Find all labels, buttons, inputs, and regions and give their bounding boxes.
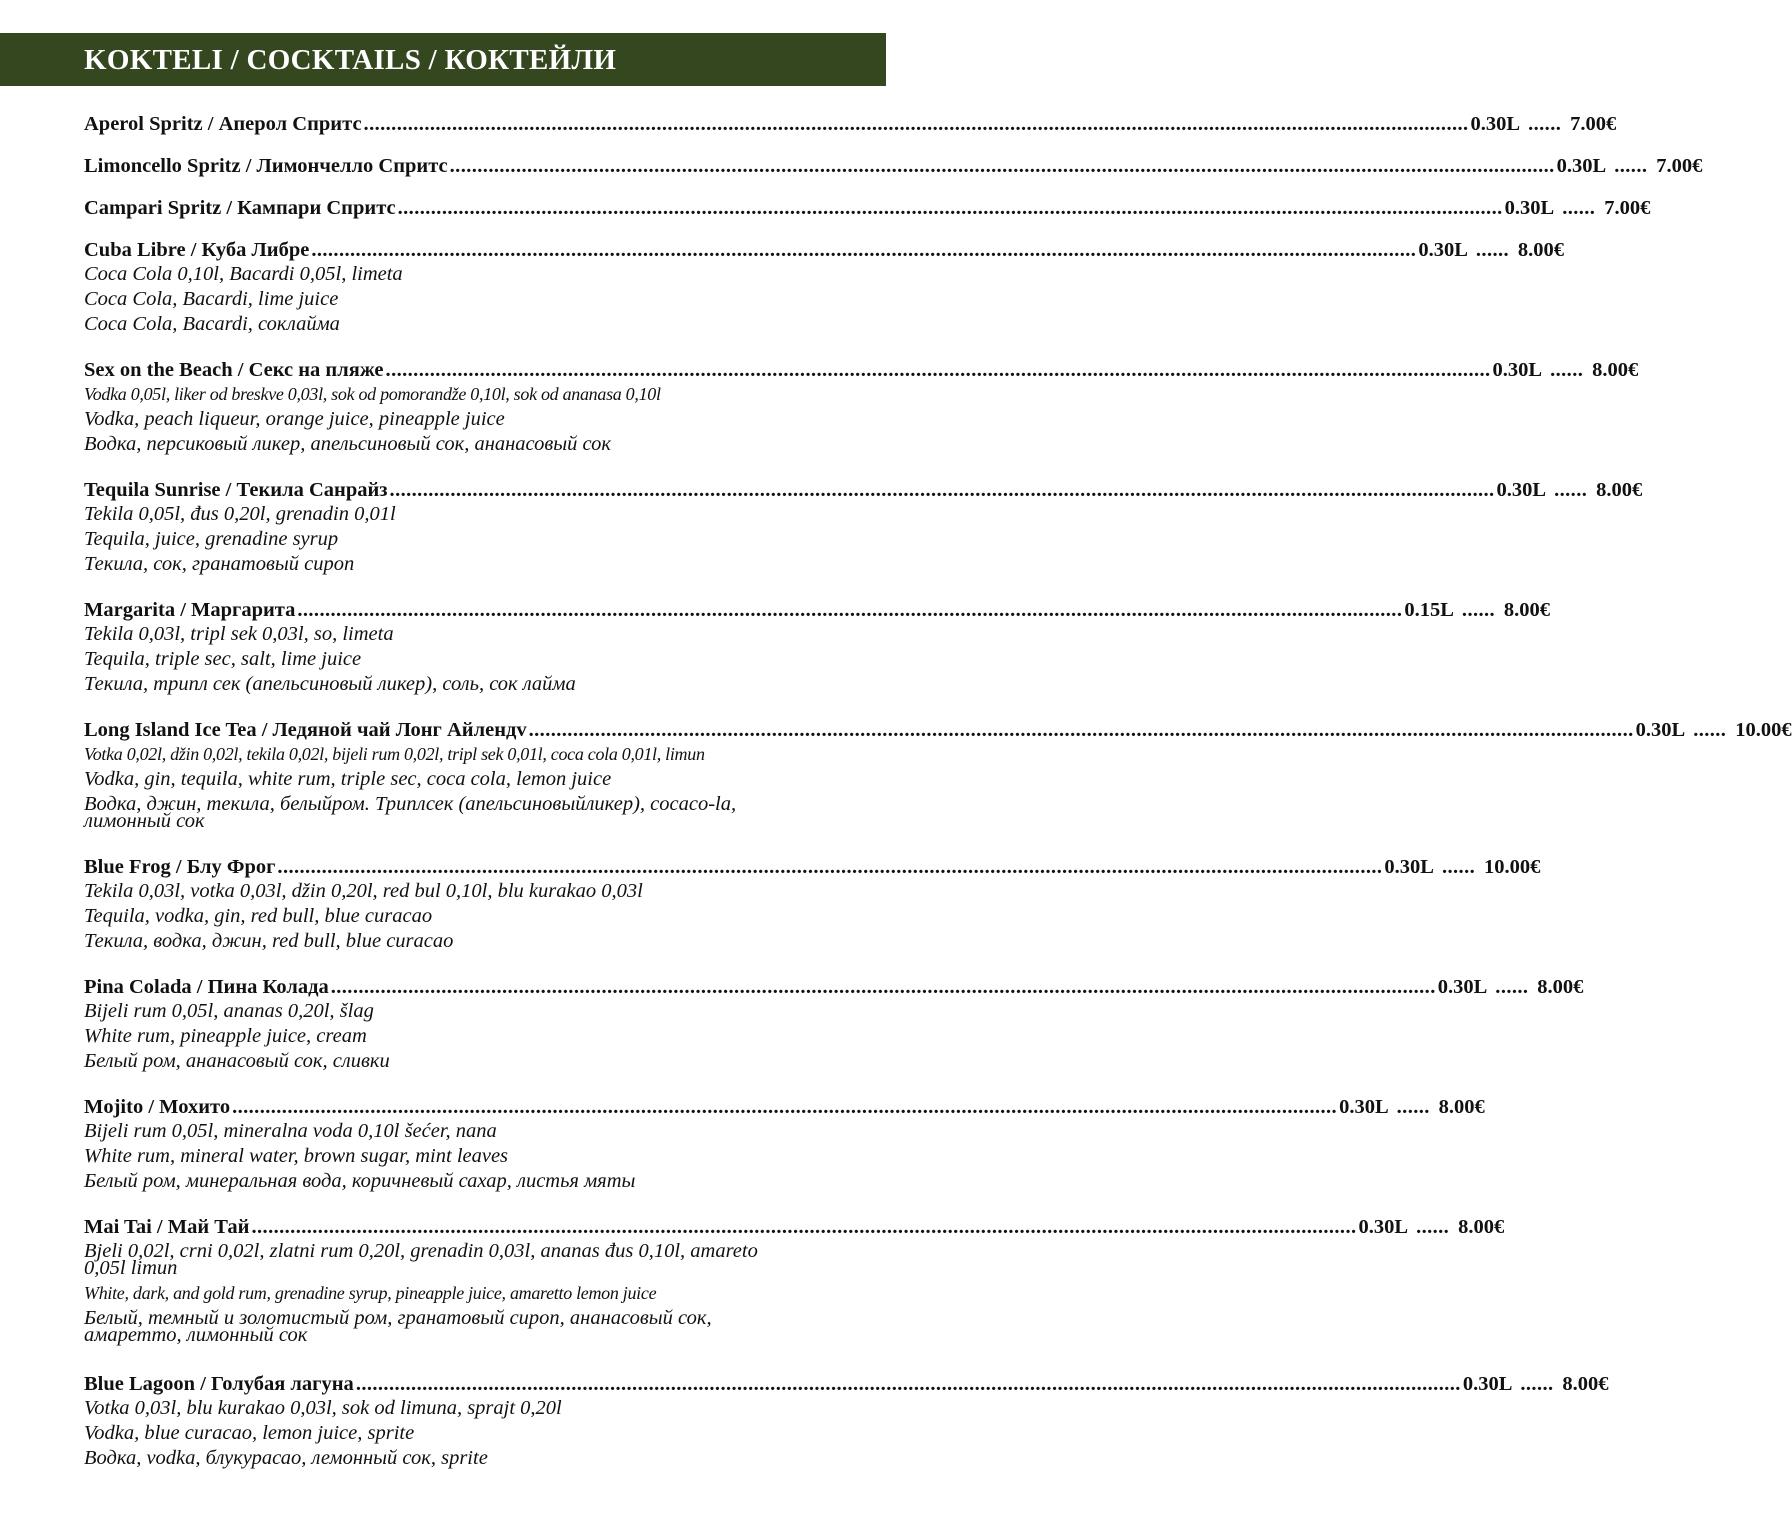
menu-item-volume: 0.30L — [1635, 719, 1686, 741]
menu-item-price: 10.00€ — [1483, 856, 1541, 878]
menu-item — [84, 975, 1584, 1074]
menu-item-ingredients: Водка, джин, текила, белыйром. Триплсек (апельсиновыйликер), cocaco-la, лимонный сок — [84, 793, 737, 832]
dot-leader: ...... — [1693, 719, 1727, 741]
dot-leader: ...... — [1441, 856, 1476, 878]
menu-item-title-row — [84, 1095, 1485, 1119]
dot-leader: ...... — [1562, 197, 1596, 219]
menu-item-name: Cuba Libre / Куба Либре — [84, 239, 310, 261]
menu-item-price: 8.00€ — [1562, 1373, 1609, 1395]
dot-leader: ...... — [1475, 239, 1510, 261]
menu-item-volume: 0.30L — [1504, 197, 1555, 219]
menu-item-ingredients: Водка, персиковый ликер, апельсиновый сок, ананасовый сок — [84, 433, 611, 455]
dot-leader: ...... — [1461, 599, 1496, 621]
dot-leader: ...... — [1416, 1216, 1450, 1238]
menu-item — [84, 154, 1703, 178]
dot-leader: ........................................................................................................................................................................................................ — [355, 1373, 1461, 1395]
menu-item-ingredients: Tekila 0,05l, đus 0,20l, grenadin 0,01l — [84, 503, 396, 525]
menu-item-volume: 0.30L — [1462, 1373, 1513, 1395]
menu-item-price: 7.00€ — [1570, 113, 1617, 135]
menu-item-volume: 0.30L — [1437, 976, 1488, 998]
menu-item-name: Sex on the Beach / Секс на пляже — [84, 359, 384, 381]
dot-leader: ........................................................................................................................................................................................................ — [330, 976, 1436, 998]
menu-item-volume: 0.30L — [1339, 1096, 1389, 1118]
menu-item-name: Aperol Spritz / Аперол Спритс — [84, 113, 362, 135]
menu-item-ingredients: Tequila, vodka, gin, red bull, blue curacao — [84, 905, 433, 927]
menu-item-price: 8.00€ — [1458, 1216, 1505, 1238]
menu-item-ingredients: Белый ром, ананасовый сок, сливки — [84, 1050, 390, 1072]
menu-item-volume: 0.15L — [1404, 599, 1454, 621]
menu-item — [84, 718, 1792, 834]
menu-item — [84, 238, 1565, 337]
dot-leader: ...... — [1554, 479, 1588, 501]
menu-item-title-row — [84, 478, 1643, 502]
menu-item — [84, 855, 1541, 954]
menu-item-title-row — [84, 358, 1639, 382]
dot-leader: ...... — [1495, 976, 1529, 998]
menu-item-volume: 0.30L — [1418, 239, 1468, 261]
menu-item — [84, 478, 1643, 577]
menu-item-volume: 0.30L — [1496, 479, 1547, 501]
dot-leader: ........................................................................................................................................................................................................ — [385, 359, 1491, 381]
menu-item-title-row — [84, 154, 1703, 178]
menu-item-ingredients: Votka 0,03l, blu kurakao 0,03l, sok od limuna, sprajt 0,20l — [84, 1397, 562, 1419]
menu-item-price: 8.00€ — [1596, 479, 1643, 501]
menu-item-price: 8.00€ — [1592, 359, 1639, 381]
menu-item — [84, 196, 1651, 220]
dot-leader: ........................................................................................................................................................................................................ — [389, 479, 1495, 501]
menu-item-price: 7.00€ — [1604, 197, 1651, 219]
dot-leader: ........................................................................................................................................................................................................ — [363, 113, 1469, 135]
menu-item-name: Blue Lagoon / Голубая лагуна — [84, 1373, 354, 1395]
menu-item-name: Pina Colada / Пина Колада — [84, 976, 329, 998]
dot-leader: ...... — [1396, 1096, 1430, 1118]
menu-item-ingredients: Tekila 0,03l, votka 0,03l, džin 0,20l, red bul 0,10l, blu kurakao 0,03l — [84, 880, 643, 902]
menu-item-name: Campari Spritz / Кампари Спритс — [84, 197, 396, 219]
menu-item-ingredients: White, dark, and gold rum, grenadine syrup, pineapple juice, amaretto lemon juice — [84, 1283, 657, 1303]
menu-item-ingredients: Tequila, triple sec, salt, lime juice — [84, 648, 362, 670]
menu-item-ingredients: Votka 0,02l, džin 0,02l, tekila 0,02l, bijeli rum 0,02l, tripl sek 0,01l, coca cola 0,01l, limun — [84, 744, 705, 764]
dot-leader: ........................................................................................................................................................................................................ — [528, 719, 1634, 741]
dot-leader: ........................................................................................................................................................................................................ — [311, 239, 1417, 261]
menu-item-ingredients: Tekila 0,03l, tripl sek 0,03l, so, limeta — [84, 623, 394, 645]
menu-item-ingredients: Coca Cola 0,10l, Bacardi 0,05l, limeta — [84, 263, 403, 285]
menu-item-price: 7.00€ — [1656, 155, 1703, 177]
menu-item-price: 8.00€ — [1517, 239, 1565, 261]
menu-item-volume: 0.30L — [1384, 856, 1434, 878]
menu-item-ingredients: Белый, темный и золотистый ром, гранатовый сироп, ананасовый сок, амаретто, лимонный сок — [84, 1307, 712, 1346]
menu-item-title-row — [84, 1215, 1505, 1239]
menu-item-title-row — [84, 975, 1584, 999]
menu-item — [84, 1372, 1609, 1471]
menu-item-title-row — [84, 1372, 1609, 1396]
dot-leader: ........................................................................................................................................................................................................ — [277, 856, 1383, 878]
dot-leader: ...... — [1550, 359, 1584, 381]
menu-item-volume: 0.30L — [1492, 359, 1543, 381]
menu-item-ingredients: Vodka, blue curacao, lemon juice, sprite — [84, 1422, 415, 1444]
menu-item-ingredients: Tequila, juice, grenadine syrup — [84, 528, 339, 550]
menu-item-ingredients: Bijeli rum 0,05l, mineralna voda 0,10l šećer, nana — [84, 1120, 497, 1142]
menu-item — [84, 1095, 1485, 1194]
menu-item-ingredients: Водка, vodka, блукурасао, лемонный сок, sprite — [84, 1447, 488, 1469]
cocktail-menu-list — [84, 112, 1792, 1471]
menu-item-ingredients: Bijeli rum 0,05l, ananas 0,20l, šlag — [84, 1000, 374, 1022]
menu-item-ingredients: Vodka, gin, tequila, white rum, triple sec, coca cola, lemon juice — [84, 768, 612, 790]
menu-item-ingredients: Текила, трипл сек (апельсиновый ликер), соль, сок лайма — [84, 673, 576, 695]
menu-item-title-row — [84, 238, 1565, 262]
dot-leader: ...... — [1528, 113, 1562, 135]
menu-item-ingredients: Vodka, peach liqueur, orange juice, pineapple juice — [84, 408, 505, 430]
menu-item-ingredients: White rum, pineapple juice, cream — [84, 1025, 367, 1047]
menu-item-volume: 0.30L — [1358, 1216, 1409, 1238]
menu-item-price: 8.00€ — [1503, 599, 1551, 621]
menu-item-ingredients: White rum, mineral water, brown sugar, mint leaves — [84, 1145, 509, 1167]
menu-item-title-row — [84, 855, 1541, 879]
menu-item-ingredients: Текила, сок, гранатовый сироп — [84, 553, 355, 575]
menu-item-price: 10.00€ — [1735, 719, 1792, 741]
dot-leader: ........................................................................................................................................................................................................ — [251, 1216, 1357, 1238]
menu-item-name: Tequila Sunrise / Текила Санрайз — [84, 479, 388, 501]
menu-item-price: 8.00€ — [1537, 976, 1584, 998]
dot-leader: ........................................................................................................................................................................................................ — [297, 599, 1403, 621]
menu-item-title-row — [84, 598, 1551, 622]
menu-item-name: Limoncello Spritz / Лимончелло Спритс — [84, 155, 448, 177]
menu-item-ingredients: Bjeli 0,02l, crni 0,02l, zlatni rum 0,20l, grenadin 0,03l, ananas đus 0,10l, amareto 0,05l limun — [84, 1240, 758, 1279]
menu-item-name: Blue Frog / Блу Фрог — [84, 856, 276, 878]
menu-item — [84, 1215, 1505, 1348]
menu-item-title-row — [84, 112, 1617, 136]
menu-item — [84, 598, 1551, 697]
section-header-banner — [0, 33, 886, 86]
dot-leader: ...... — [1520, 1373, 1554, 1395]
dot-leader: ........................................................................................................................................................................................................ — [397, 197, 1503, 219]
menu-item-name: Long Island Ice Tea / Ледяной чай Лонг Айлендv — [84, 719, 527, 741]
menu-item — [84, 112, 1617, 136]
menu-item-title-row — [84, 196, 1651, 220]
menu-item-volume: 0.30L — [1470, 113, 1521, 135]
menu-item-ingredients: Vodka 0,05l, liker od breskve 0,03l, sok od pomorandže 0,10l, sok od ananasa 0,10l — [84, 384, 661, 404]
dot-leader: ........................................................................................................................................................................................................ — [449, 155, 1555, 177]
menu-item-name: Mai Tai / Май Тай — [84, 1216, 250, 1238]
section-title: KOKTELI / COCKTAILS / КОКТЕЙЛИ — [84, 44, 617, 76]
menu-item — [84, 358, 1639, 457]
menu-item-ingredients: Белый ром, минеральная вода, коричневый сахар, листья мяты — [84, 1170, 636, 1192]
dot-leader: ........................................................................................................................................................................................................ — [232, 1096, 1338, 1118]
menu-item-ingredients: Coca Cola, Bacardi, соклайма — [84, 313, 340, 335]
menu-item-name: Margarita / Маргарита — [84, 599, 296, 621]
menu-item-name: Mojito / Мохито — [84, 1096, 231, 1118]
menu-item-volume: 0.30L — [1556, 155, 1607, 177]
menu-item-ingredients: Coca Cola, Bacardi, lime juice — [84, 288, 339, 310]
menu-item-title-row — [84, 718, 1792, 742]
dot-leader: ...... — [1614, 155, 1648, 177]
menu-item-ingredients: Текила, водка, джин, red bull, blue curacao — [84, 930, 454, 952]
menu-item-price: 8.00€ — [1438, 1096, 1485, 1118]
